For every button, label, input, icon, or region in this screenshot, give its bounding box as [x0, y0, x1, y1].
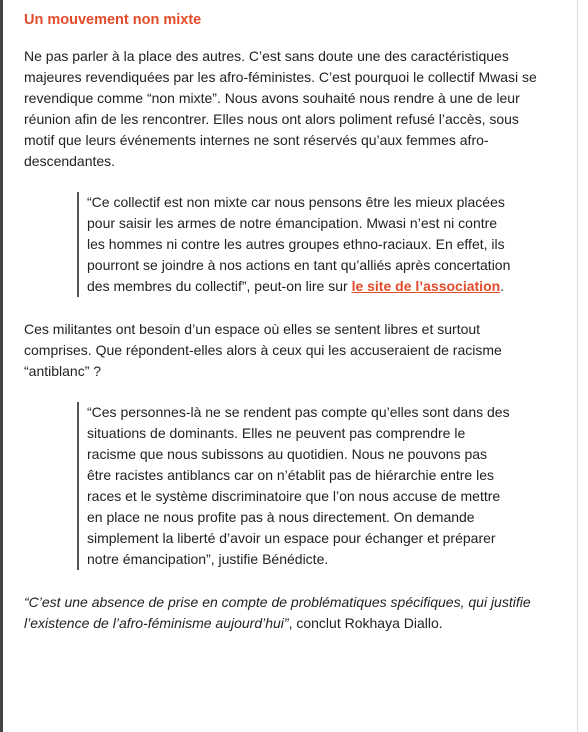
quote-benedicte [77, 402, 512, 570]
quote-collectif [77, 192, 512, 297]
section-heading: Un mouvement non mixte [24, 12, 202, 28]
quote-collectif-end: . [500, 278, 505, 294]
association-site-link[interactable]: le site de l’association [351, 278, 501, 294]
article-body [24, 10, 544, 654]
closing-quote: “C’est une absence de prise en compte de problématiques spécifiques, qui justifie l’existence de l’afro-féminisme aujourd’hui” [24, 594, 531, 631]
quote-collectif-text: “Ce collectif est non mixte car nous pensons être les mieux placées pour saisir les armes de notre émancipation. Mwasi n’est ni contre les hommes ni contre les autres groupes ethno-raciaux. En effet, ils pourront se joindre à nos actions en tant qu’alliés après concertation des membres du collectif”, peut-on lire sur [87, 194, 511, 294]
paragraph-militantes: Ces militantes ont besoin d’un espace où elles se sentent libres et surtout comprises. Que répondent-elles alors à ceux qui les accuseraient de racisme “antiblanc” ? [24, 321, 502, 379]
closing-attribution: , conclut Rokhaya Diallo. [288, 615, 443, 631]
page-left-border [0, 0, 3, 732]
paragraph-mwasi-non-mixte: Ne pas parler à la place des autres. C’est sans doute une des caractéristiques majeures revendiquées par les afro-féministes. C’est pourquoi le collectif Mwasi se revendique comme “non mixte”. Nous avons souhaité nous rendre à une de leur réunion afin de les rencontrer. Elles nous ont alors poliment refusé l’accès, sous motif que leurs événements internes ne sont réservés qu’aux femmes afro-descendantes. [24, 48, 537, 169]
quote-benedicte-text: “Ces personnes-là ne se rendent pas compte qu’elles sont dans des situations de dominants. Elles ne peuvent pas comprendre le racisme que nous subissons au quotidien. Nous ne pouvons pas être racistes antiblancs car on n’établit pas de hiérarchie entre les races et le système discriminatoire que l’on nous accuse de mettre en place ne nous profite pas à nous directement. On demande simplement la liberté d’avoir un espace pour échanger et préparer notre émancipation”, justifie Bénédicte. [87, 404, 510, 567]
page-right-border [577, 0, 578, 732]
paragraph-closing [24, 592, 544, 634]
